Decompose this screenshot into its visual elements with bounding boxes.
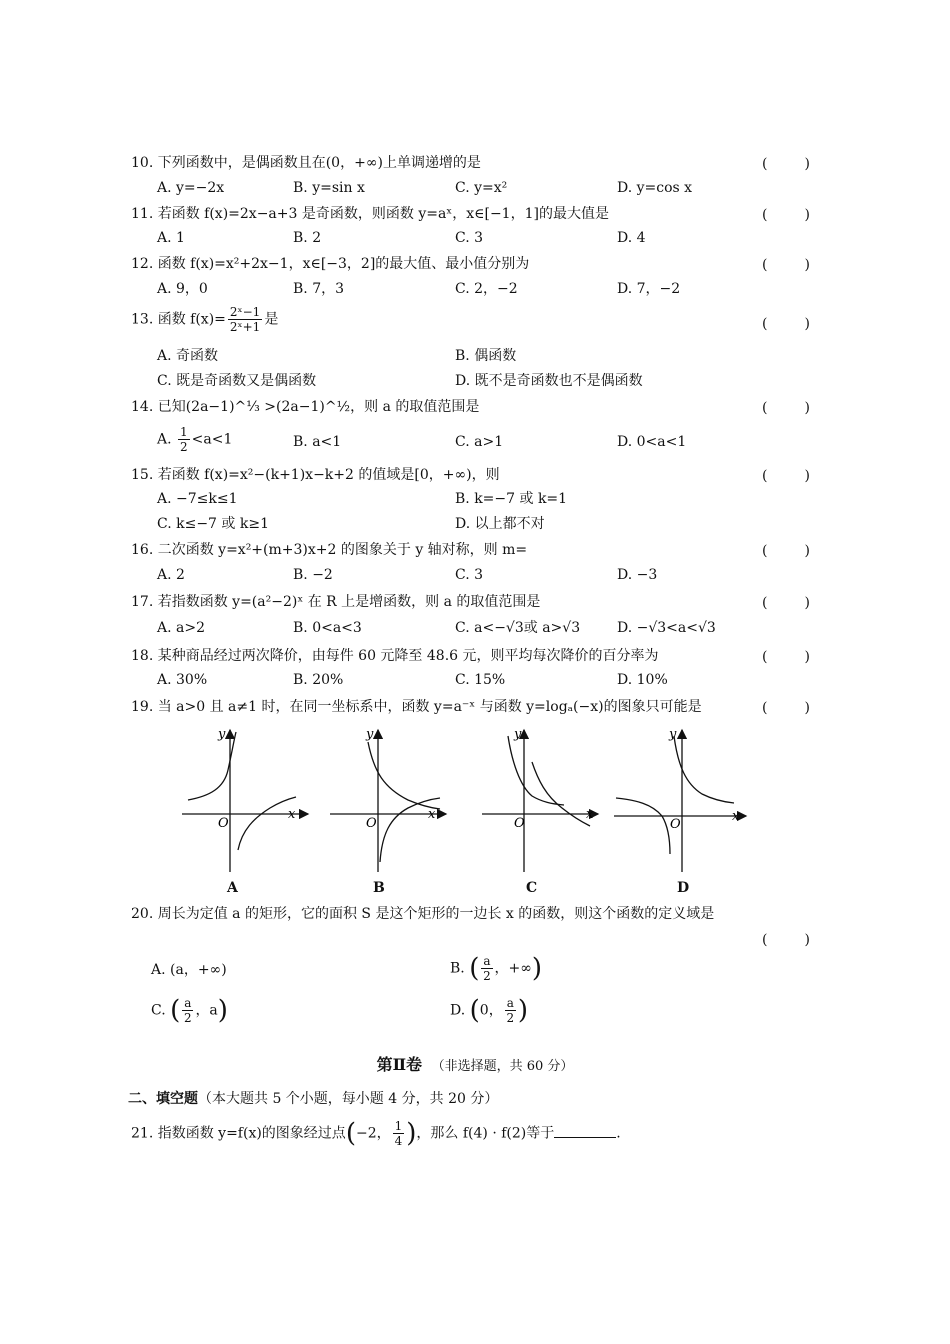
x-axis-label: x [732, 809, 740, 824]
q14-option-d: D. 0<a<1 [617, 434, 687, 450]
question-14-stem: 14. 已知(2a−1)^⅓ >(2a−1)^½，则 a 的取值范围是 [131, 399, 480, 415]
q20-option-a: A. (a，+∞) [151, 962, 227, 978]
fraction: $\frac{a}{2}$ [483, 954, 491, 983]
y-axis-label: y [366, 727, 374, 742]
graph-option-c [480, 722, 625, 900]
fraction: $\frac{a}{2}$ [184, 996, 192, 1025]
q11-option-b: B. 2 [293, 230, 322, 246]
q11-option-d: D. 4 [617, 230, 646, 246]
x-axis-label: x [288, 807, 296, 822]
curve-2 [532, 762, 590, 826]
answer-bracket: ( ) [762, 595, 810, 611]
question-10-stem: 10. 下列函数中，是偶函数且在(0，+∞)上单调递增的是 [131, 155, 481, 171]
q18-option-d: D. 10% [617, 672, 668, 688]
q17-option-d: D. −√3<a<√3 [617, 620, 716, 636]
x-axis-label: x [586, 807, 594, 822]
q12-option-b: B. 7，3 [293, 281, 345, 297]
origin-label: O [366, 816, 377, 831]
answer-bracket: ( ) [762, 468, 810, 484]
answer-blank[interactable] [554, 1123, 616, 1138]
graph-label-c: C [526, 880, 538, 896]
answer-bracket: ( ) [762, 649, 810, 665]
q14-option-c: C. a>1 [455, 434, 504, 450]
question-12-stem: 12. 函数 f(x)=x²+2x−1，x∈[−3，2]的最大值、最小值分别为 [131, 256, 530, 272]
graph-label-d: D [677, 880, 690, 896]
curve-1 [368, 742, 440, 809]
q13-option-d: D. 既不是奇函数也不是偶函数 [455, 373, 643, 389]
q10-option-d: D. y=cos x [617, 180, 693, 196]
answer-bracket: ( ) [762, 400, 810, 416]
question-13-stem: 13. 函数 f(x)= $\frac{\text{2ˣ−1}}{\text{2ˣ+1}}$ 是 [131, 305, 279, 334]
q18-option-b: B. 20% [293, 672, 344, 688]
q16-option-b: B. −2 [293, 567, 333, 583]
q15-option-c: C. k≤−7 或 k≥1 [157, 516, 269, 532]
question-19-stem: 19. 当 a>0 且 a≠1 时，在同一坐标系中，函数 y=a⁻ˣ 与函数 y=logₐ(−x)的图象只可能是 [131, 699, 702, 715]
q15-option-a: A. −7≤k≤1 [157, 491, 238, 507]
q15-option-d: D. 以上都不对 [455, 516, 545, 532]
y-axis-label: y [669, 727, 677, 742]
q12-option-a: A. 9，0 [157, 281, 208, 297]
graph-option-b [328, 722, 473, 900]
graph-d-svg [612, 722, 757, 900]
fraction: $\frac{1}{2}$ [180, 425, 188, 454]
question-21-stem: 21. 指数函数 y=f(x)的图象经过点(−2， $\frac{1}{4}$ )，那么 f(4) · f(2)等于 . [131, 1118, 621, 1149]
q13-option-c: C. 既是奇函数又是偶函数 [157, 373, 317, 389]
curve-1 [508, 736, 564, 805]
q10-option-b: B. y=sin x [293, 180, 365, 196]
graph-a-svg [180, 722, 325, 900]
q16-option-a: A. 2 [157, 567, 185, 583]
q14-option-b: B. a<1 [293, 434, 342, 450]
q15-option-b: B. k=−7 或 k=1 [455, 491, 568, 507]
fraction: $\frac{\text{2ˣ−1}}{\text{2ˣ+1}}$ [229, 305, 261, 334]
question-11-stem: 11. 若函数 f(x)=2x−a+3 是奇函数，则函数 y=aˣ，x∈[−1，1]的最大值是 [131, 206, 609, 222]
q16-option-c: C. 3 [455, 567, 484, 583]
answer-bracket: ( ) [762, 156, 810, 172]
q10-option-c: C. y=x² [455, 180, 508, 196]
y-axis-label: y [514, 727, 522, 742]
origin-label: O [218, 816, 229, 831]
curve-1 [674, 736, 734, 803]
answer-bracket: ( ) [762, 700, 810, 716]
origin-label: O [670, 817, 681, 832]
q16-option-d: D. −3 [617, 567, 658, 583]
question-20-stem: 20. 周长为定值 a 的矩形，它的面积 S 是这个矩形的一边长 x 的函数，则这个函数的定义域是 [131, 906, 715, 922]
origin-label: O [514, 816, 525, 831]
answer-bracket: ( ) [762, 257, 810, 273]
fraction: $\frac{a}{2}$ [506, 996, 515, 1025]
graph-b-svg [328, 722, 473, 900]
answer-bracket: ( ) [762, 543, 810, 559]
q17-option-a: A. a>2 [157, 620, 205, 636]
q17-option-b: B. 0<a<3 [293, 620, 362, 636]
graph-c-svg [480, 722, 625, 900]
q12-option-c: C. 2，−2 [455, 281, 518, 297]
curve-2 [616, 798, 670, 854]
q20-option-b: B. ( $\frac{a}{2}$ ，+∞) [450, 953, 543, 984]
question-15-stem: 15. 若函数 f(x)=x²−(k+1)x−k+2 的值域是[0，+∞)，则 [131, 467, 500, 483]
part-heading: 二、填空题（本大题共 5 个小题，每小题 4 分，共 20 分） [128, 1091, 499, 1107]
question-16-stem: 16. 二次函数 y=x²+(m+3)x+2 的图象关于 y 轴对称，则 m= [131, 542, 528, 558]
q13-option-a: A. 奇函数 [157, 348, 219, 364]
q11-option-c: C. 3 [455, 230, 484, 246]
q17-option-c: C. a<−√3或 a>√3 [455, 620, 581, 636]
question-18-stem: 18. 某种商品经过两次降价，由每件 60 元降至 48.6 元，则平均每次降价的百分率为 [131, 648, 659, 664]
section-title: 第Ⅱ卷 （非选择题，共 60 分） [376, 1055, 574, 1074]
q12-option-d: D. 7，−2 [617, 281, 681, 297]
graph-option-a [180, 722, 325, 900]
answer-bracket: ( ) [762, 316, 810, 332]
curve-1 [188, 732, 236, 800]
q10-option-a: A. y=−2x [157, 180, 225, 196]
x-axis-label: x [428, 807, 436, 822]
fraction: $\frac{1}{4}$ [394, 1119, 403, 1148]
q18-option-c: C. 15% [455, 672, 506, 688]
answer-bracket: ( ) [762, 207, 810, 223]
y-axis-label: y [218, 727, 226, 742]
graph-option-d [612, 722, 757, 900]
graph-label-b: B [373, 880, 385, 896]
q11-option-a: A. 1 [157, 230, 185, 246]
q14-option-a: A. $\frac{1}{2}$ <a<1 [157, 425, 233, 454]
q13-option-b: B. 偶函数 [455, 348, 517, 364]
q20-option-d: D. (0， $\frac{a}{2}$ ) [450, 995, 529, 1026]
graph-label-a: A [227, 880, 238, 896]
q18-option-a: A. 30% [157, 672, 208, 688]
question-17-stem: 17. 若指数函数 y=(a²−2)ˣ 在 R 上是增函数，则 a 的取值范围是 [131, 594, 541, 610]
q20-option-c: C. ( $\frac{a}{2}$ ，a) [151, 995, 228, 1026]
curve-2 [238, 797, 296, 850]
answer-bracket: ( ) [762, 932, 810, 948]
